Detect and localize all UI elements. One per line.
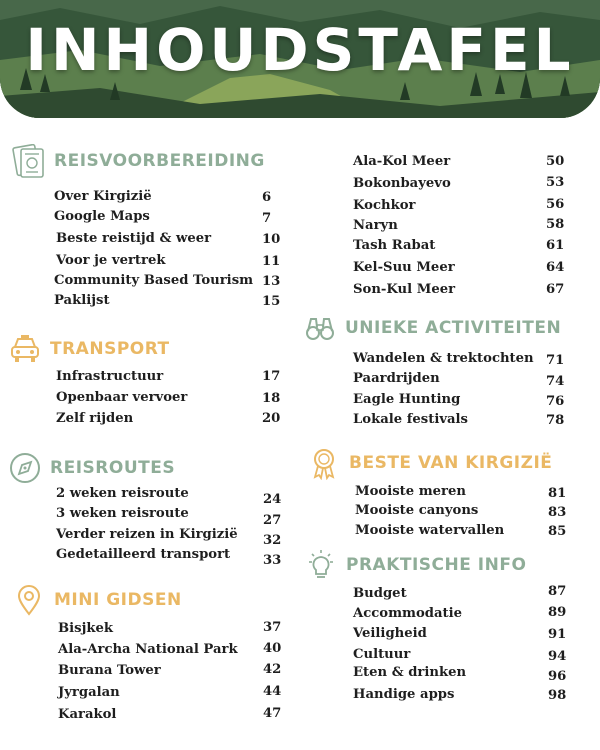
toc-entry[interactable]: Bokonbayevo	[353, 176, 451, 191]
toc-page-number: 6	[262, 190, 272, 205]
passport-icon	[12, 144, 46, 178]
toc-page-number: 67	[546, 282, 565, 297]
toc-entry[interactable]: Community Based Tourism	[54, 273, 254, 288]
toc-page-number: 11	[262, 254, 281, 269]
section-title: REISROUTES	[50, 458, 176, 478]
section-unieke-activiteiten	[303, 311, 561, 345]
toc-page-number: 98	[548, 688, 567, 703]
toc-entry[interactable]: Paklijst	[54, 293, 110, 308]
toc-entry[interactable]: Burana Tower	[58, 663, 161, 678]
section-title: BESTE VAN KIRGIZIË	[349, 453, 553, 473]
toc-page-number: 94	[548, 649, 567, 664]
section-beste-van-kirgizie	[307, 446, 552, 480]
toc-page-number: 61	[546, 238, 565, 253]
toc-entry[interactable]: Gedetailleerd transport	[56, 547, 231, 562]
toc-entry[interactable]: Tash Rabat	[353, 238, 436, 253]
toc-entry[interactable]: Accommodatie	[353, 606, 463, 621]
section-title: TRANSPORT	[50, 339, 170, 359]
section-title: UNIEKE ACTIVITEITEN	[345, 318, 562, 338]
toc-page-number: 13	[262, 274, 281, 289]
lightbulb-icon	[304, 548, 338, 582]
toc-page-number: 24	[263, 492, 282, 507]
toc-entry[interactable]: Son-Kul Meer	[353, 282, 456, 297]
section-title: REISVOORBEREIDING	[54, 151, 265, 171]
section-reisvoorbereiding	[12, 144, 265, 178]
toc-page-number: 33	[263, 553, 282, 568]
toc-entry[interactable]: Bisjkek	[58, 621, 114, 636]
section-title: PRAKTISCHE INFO	[346, 555, 527, 575]
toc-entry[interactable]: Kel-Suu Meer	[353, 260, 455, 275]
toc-entry[interactable]: Mooiste canyons	[355, 503, 479, 518]
section-reisroutes	[8, 451, 175, 485]
car-icon	[8, 332, 42, 366]
toc-page-number: 44	[263, 684, 282, 699]
toc-page-number: 37	[263, 620, 282, 635]
toc-page-number: 81	[548, 486, 567, 501]
toc-page-number: 10	[262, 232, 281, 247]
toc-page-number: 91	[548, 627, 567, 642]
toc-page-number: 15	[262, 294, 281, 309]
section-title: MINI GIDSEN	[54, 590, 182, 610]
toc-page-number: 17	[262, 369, 281, 384]
toc-entry[interactable]: Paardrijden	[353, 371, 440, 386]
toc-page-number: 56	[546, 197, 565, 212]
toc-entry[interactable]: Mooiste meren	[355, 484, 466, 499]
toc-page-number: 83	[548, 505, 567, 520]
toc-page-number: 96	[548, 669, 567, 684]
toc-entry[interactable]: Openbaar vervoer	[56, 390, 188, 405]
toc-entry[interactable]: Wandelen & trektochten	[353, 351, 534, 366]
section-transport	[8, 332, 170, 366]
toc-entry[interactable]: Beste reistijd & weer	[56, 231, 212, 246]
toc-page-number: 74	[546, 374, 565, 389]
toc-page-number: 85	[548, 524, 567, 539]
toc-entry[interactable]: Veiligheid	[353, 626, 427, 641]
map-pin-icon	[12, 583, 46, 617]
section-praktische-info	[304, 548, 526, 582]
toc-entry[interactable]: 3 weken reisroute	[56, 506, 189, 521]
toc-entry[interactable]: Eagle Hunting	[353, 392, 461, 407]
toc-page-number: 7	[262, 211, 272, 226]
toc-entry[interactable]: Budget	[353, 586, 407, 601]
toc-page-number: 64	[546, 260, 565, 275]
toc-page-number: 40	[263, 641, 282, 656]
toc-page-number: 71	[546, 353, 565, 368]
toc-entry[interactable]: Infrastructuur	[56, 369, 164, 384]
toc-entry[interactable]: Kochkor	[353, 198, 416, 213]
toc-entry[interactable]: 2 weken reisroute	[56, 486, 189, 501]
toc-entry[interactable]: Ala-Archa National Park	[58, 642, 238, 657]
toc-entry[interactable]: Karakol	[58, 707, 117, 722]
award-ribbon-icon	[307, 446, 341, 480]
toc-entry[interactable]: Mooiste watervallen	[355, 523, 505, 538]
toc-entry[interactable]: Zelf rijden	[56, 411, 134, 426]
toc-entry[interactable]: Ala-Kol Meer	[353, 154, 451, 169]
toc-page-number: 50	[546, 154, 565, 169]
toc-page-number: 89	[548, 605, 567, 620]
toc-page-number: 18	[262, 391, 281, 406]
toc-page-number: 27	[263, 513, 282, 528]
toc-entry[interactable]: Naryn	[353, 218, 398, 233]
toc-page-number: 47	[263, 706, 282, 721]
toc-page-number: 42	[263, 662, 282, 677]
toc-page-number: 78	[546, 413, 565, 428]
compass-icon	[8, 451, 42, 485]
toc-page-number: 20	[262, 411, 281, 426]
header-banner	[0, 0, 600, 118]
binoculars-icon	[303, 311, 337, 345]
toc-entry[interactable]: Voor je vertrek	[56, 253, 166, 268]
toc-page-number: 87	[548, 584, 567, 599]
toc-entry[interactable]: Verder reizen in Kirgizië	[56, 527, 238, 542]
section-mini-gidsen	[12, 583, 182, 617]
toc-entry[interactable]: Cultuur	[353, 647, 411, 662]
toc-page-number: 76	[546, 394, 565, 409]
page-title: INHOUDSTAFEL	[25, 16, 575, 84]
toc-page-number: 53	[546, 175, 565, 190]
toc-entry[interactable]: Over Kirgizië	[54, 189, 152, 204]
toc-entry[interactable]: Eten & drinken	[353, 665, 467, 680]
toc-page-number: 32	[263, 533, 282, 548]
toc-page-number: 58	[546, 217, 565, 232]
toc-entry[interactable]: Lokale festivals	[353, 412, 468, 427]
toc-entry[interactable]: Jyrgalan	[58, 685, 120, 700]
toc-entry[interactable]: Google Maps	[54, 209, 150, 224]
toc-entry[interactable]: Handige apps	[353, 687, 455, 702]
